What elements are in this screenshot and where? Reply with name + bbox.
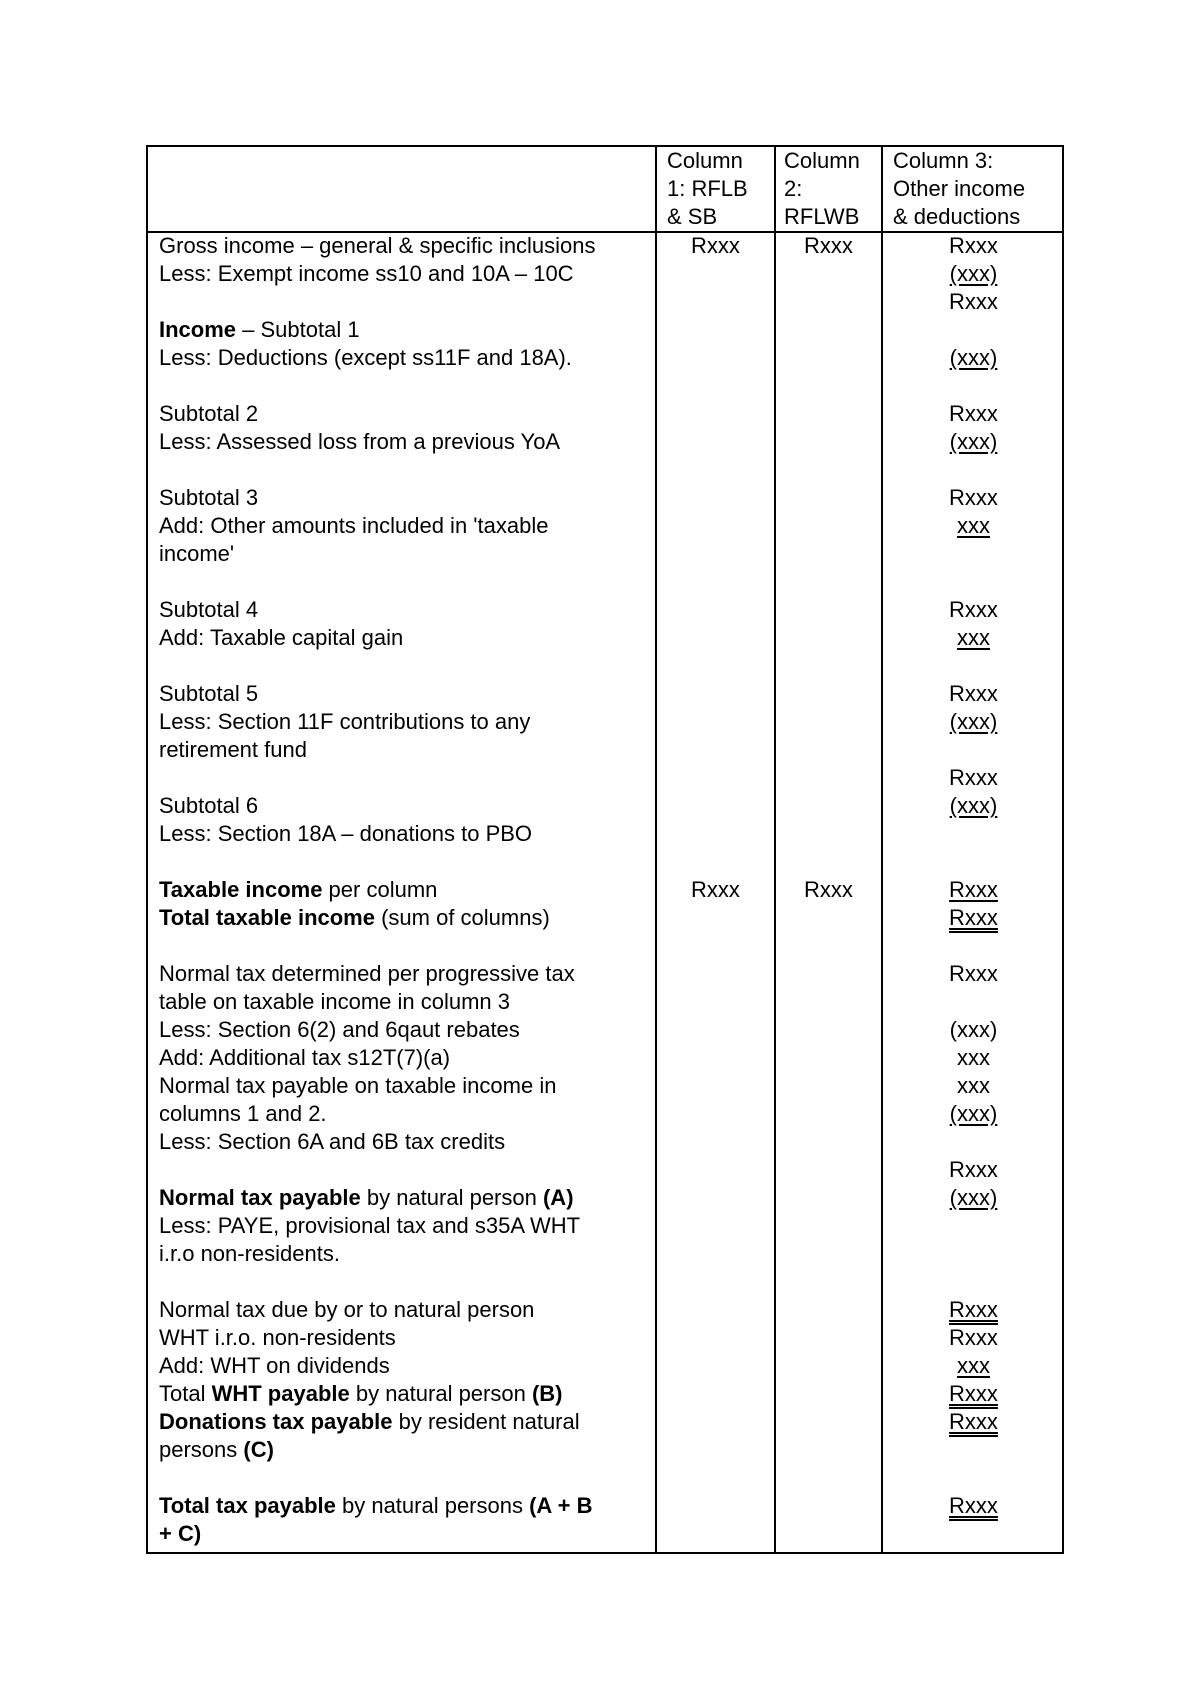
- table-row: [148, 288, 1062, 316]
- description-segment: Less: Exempt income ss10 and 10A – 10C: [159, 261, 574, 286]
- table-row: [148, 372, 1062, 400]
- description-segment: Add: Taxable capital gain: [159, 625, 404, 650]
- row-description: [159, 1296, 534, 1324]
- description-segment: Total: [159, 1381, 212, 1406]
- row-description: [159, 1408, 580, 1436]
- row-description: [159, 1044, 450, 1072]
- column-3-value: xxx: [957, 1045, 990, 1070]
- column-3-value: (xxx): [949, 1185, 998, 1210]
- row-description: [159, 1520, 201, 1548]
- table-row: [148, 1240, 1062, 1268]
- table-row: [148, 624, 1062, 652]
- table-row: [148, 1520, 1062, 1548]
- description-segment: Gross income – general & specific inclusions: [159, 233, 596, 258]
- row-description: [159, 1072, 556, 1100]
- description-segment: Add: Other amounts included in 'taxable: [159, 513, 549, 538]
- table-row: [148, 1268, 1062, 1296]
- column-3-value: Rxxx: [949, 1157, 998, 1182]
- column-2-value: Rxxx: [804, 877, 853, 902]
- column-3-value: Rxxx: [949, 1381, 998, 1406]
- column-3-value: xxx: [957, 1353, 990, 1378]
- description-segment: table on taxable income in column 3: [159, 989, 510, 1014]
- table-row: [148, 932, 1062, 960]
- description-segment: Normal tax determined per progressive tax: [159, 961, 575, 986]
- row-description: [159, 904, 550, 932]
- tax-computation-table: [146, 145, 1064, 1554]
- column-3-value: Rxxx: [949, 905, 998, 930]
- description-segment: (A + B: [529, 1493, 593, 1518]
- row-description: [159, 1352, 390, 1380]
- table-row: [148, 904, 1062, 932]
- table-row: [148, 456, 1062, 484]
- table-row: [148, 1100, 1062, 1128]
- row-description: [159, 400, 258, 428]
- row-description: [159, 316, 360, 344]
- row-description: [159, 1492, 592, 1520]
- row-description: [159, 1324, 396, 1352]
- column-3-value: Rxxx: [949, 485, 998, 510]
- column-3-header: Column 3: Other income & deductions: [893, 148, 1026, 229]
- column-3-value: Rxxx: [949, 681, 998, 706]
- table-row: [148, 736, 1062, 764]
- description-segment: Subtotal 2: [159, 401, 259, 426]
- table-row: [148, 1408, 1062, 1436]
- row-description: [159, 260, 574, 288]
- description-segment: Less: Section 18A – donations to PBO: [159, 821, 533, 846]
- row-description: [159, 876, 437, 904]
- row-description: [159, 540, 234, 568]
- description-segment: Less: Assessed loss from a previous YoA: [159, 429, 561, 454]
- description-segment: Normal tax payable: [159, 1185, 361, 1210]
- column-3-value: (xxx): [949, 261, 998, 286]
- description-segment: Donations tax payable: [159, 1409, 393, 1434]
- column-3-value: (xxx): [949, 1017, 998, 1042]
- table-row: [148, 232, 1062, 260]
- column-3-value: xxx: [957, 1073, 990, 1098]
- description-segment: Taxable income: [159, 877, 323, 902]
- table-row: [148, 1212, 1062, 1240]
- row-description: [159, 428, 560, 456]
- description-segment: by natural person: [349, 1381, 532, 1406]
- column-1-value: Rxxx: [691, 877, 740, 902]
- description-segment: columns 1 and 2.: [159, 1101, 327, 1126]
- column-3-value: xxx: [957, 625, 990, 650]
- description-segment: Less: Section 6A and 6B tax credits: [159, 1129, 506, 1154]
- description-segment: by natural persons: [335, 1493, 530, 1518]
- description-segment: (B): [531, 1381, 563, 1406]
- description-segment: Subtotal 6: [159, 793, 259, 818]
- row-description: [159, 960, 575, 988]
- description-segment: WHT i.r.o. non-residents: [159, 1325, 396, 1350]
- table-row: [148, 876, 1062, 904]
- table-row: [148, 1184, 1062, 1212]
- table-row: [148, 400, 1062, 428]
- table-row: [148, 1464, 1062, 1492]
- table-row: [148, 960, 1062, 988]
- row-description: [159, 1240, 340, 1268]
- table-row: [148, 1296, 1062, 1324]
- description-segment: Total tax payable: [159, 1493, 336, 1518]
- column-3-value: Rxxx: [949, 597, 998, 622]
- description-segment: + C): [159, 1521, 202, 1546]
- row-description: [159, 512, 548, 540]
- row-description: [159, 484, 258, 512]
- row-description: [159, 680, 258, 708]
- column-2-header: Column 2: RFLWB: [784, 148, 860, 229]
- table-row: [148, 1072, 1062, 1100]
- column-1-header: Column 1: RFLB & SB: [667, 148, 748, 229]
- row-description: [159, 1128, 505, 1156]
- row-description: [159, 820, 532, 848]
- row-description: [159, 232, 596, 260]
- row-description: [159, 1100, 327, 1128]
- column-1-value: Rxxx: [691, 233, 740, 258]
- table-row: [148, 260, 1062, 288]
- column-3-value: Rxxx: [949, 1297, 998, 1322]
- description-segment: by resident natural: [392, 1409, 580, 1434]
- row-description: [159, 1380, 563, 1408]
- table-row: [148, 680, 1062, 708]
- row-description: [159, 988, 510, 1016]
- column-3-value: Rxxx: [949, 1325, 998, 1350]
- column-3-value: Rxxx: [949, 877, 998, 902]
- table-row: [148, 764, 1062, 792]
- column-3-value: (xxx): [949, 1101, 998, 1126]
- table-row: [148, 820, 1062, 848]
- column-3-value: Rxxx: [949, 1493, 998, 1518]
- description-segment: Subtotal 3: [159, 485, 259, 510]
- row-description: [159, 1184, 574, 1212]
- description-segment: Subtotal 4: [159, 597, 259, 622]
- table-row: [148, 428, 1062, 456]
- row-description: [159, 736, 307, 764]
- description-segment: Less: PAYE, provisional tax and s35A WHT: [159, 1213, 581, 1238]
- description-segment: Subtotal 5: [159, 681, 259, 706]
- table-row: [148, 316, 1062, 344]
- table-row: [148, 708, 1062, 736]
- description-segment: persons: [159, 1437, 244, 1462]
- row-description: [159, 1212, 580, 1240]
- description-segment: income': [159, 541, 235, 566]
- description-segment: Add: WHT on dividends: [159, 1353, 390, 1378]
- column-3-value: Rxxx: [949, 401, 998, 426]
- table-row: [148, 1492, 1062, 1520]
- table-row: [148, 848, 1062, 876]
- column-3-value: xxx: [957, 513, 990, 538]
- description-segment: Add: Additional tax s12T(7)(a): [159, 1045, 451, 1070]
- row-description: [159, 792, 258, 820]
- column-2-value: Rxxx: [804, 233, 853, 258]
- description-segment: Normal tax payable on taxable income in: [159, 1073, 557, 1098]
- description-segment: (sum of columns): [374, 905, 550, 930]
- description-segment: Less: Deductions (except ss11F and 18A).: [159, 345, 572, 370]
- description-segment: Normal tax due by or to natural person: [159, 1297, 535, 1322]
- table-row: [148, 1324, 1062, 1352]
- description-segment: by natural person: [360, 1185, 543, 1210]
- table-row: [148, 1380, 1062, 1408]
- table-row: [148, 540, 1062, 568]
- column-3-value: Rxxx: [949, 1409, 998, 1434]
- description-segment: (A): [542, 1185, 574, 1210]
- row-description: [159, 1436, 274, 1464]
- column-3-value: Rxxx: [949, 765, 998, 790]
- row-description: [159, 1016, 520, 1044]
- table-row: [148, 484, 1062, 512]
- description-segment: Less: Section 11F contributions to any: [159, 709, 531, 734]
- table-row: [148, 344, 1062, 372]
- table-row: [148, 596, 1062, 624]
- column-3-value: (xxx): [949, 429, 998, 454]
- table-row: [148, 652, 1062, 680]
- row-description: [159, 344, 572, 372]
- table-row: [148, 568, 1062, 596]
- description-segment: per column: [322, 877, 438, 902]
- row-description: [159, 596, 258, 624]
- table-row: [148, 1156, 1062, 1184]
- row-description: [159, 708, 530, 736]
- description-segment: (C): [243, 1437, 274, 1462]
- table-row: [148, 512, 1062, 540]
- description-segment: retirement fund: [159, 737, 307, 762]
- description-segment: i.r.o non-residents.: [159, 1241, 340, 1266]
- description-segment: Income: [159, 317, 237, 342]
- column-3-value: (xxx): [949, 345, 998, 370]
- table-row: [148, 1352, 1062, 1380]
- column-3-value: (xxx): [949, 793, 998, 818]
- column-3-value: (xxx): [949, 709, 998, 734]
- row-description: [159, 624, 403, 652]
- description-segment: – Subtotal 1: [236, 317, 360, 342]
- table-row: [148, 1016, 1062, 1044]
- table-row: [148, 1436, 1062, 1464]
- description-segment: Less: Section 6(2) and 6qaut rebates: [159, 1017, 520, 1042]
- column-3-value: Rxxx: [949, 961, 998, 986]
- table-row: [148, 988, 1062, 1016]
- description-segment: Total taxable income: [159, 905, 375, 930]
- description-segment: WHT payable: [211, 1381, 350, 1406]
- table-row: [148, 792, 1062, 820]
- table-row: [148, 1044, 1062, 1072]
- column-3-value: Rxxx: [949, 233, 998, 258]
- column-3-value: Rxxx: [949, 289, 998, 314]
- table-row: [148, 1128, 1062, 1156]
